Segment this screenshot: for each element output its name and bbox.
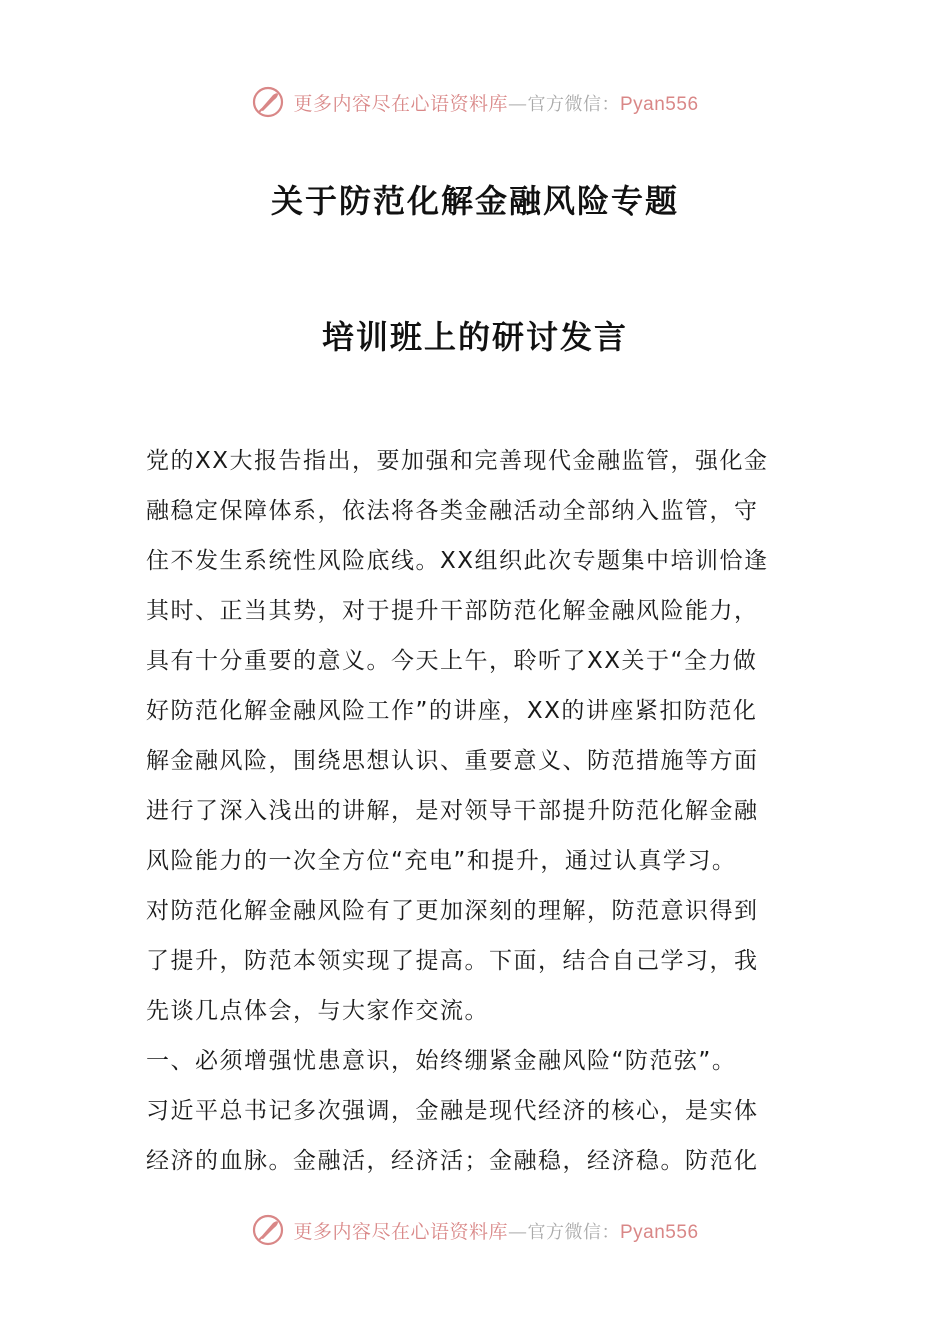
watermark-dash: — xyxy=(508,92,528,115)
body-line: 了提升，防范本领实现了提高。下面，结合自己学习，我 xyxy=(146,948,759,974)
watermark-wechat-label: 官方微信： xyxy=(527,93,620,115)
body-line: 经济的血脉。金融活，经济活；金融稳，经济稳。防范化 xyxy=(146,1148,759,1174)
section-heading: 一、必须增强忧患意识，始终绷紧金融风险“防范弦”。 xyxy=(146,1048,737,1074)
body-line: 好防范化解金融风险工作”的讲座，XX的讲座紧扣防范化 xyxy=(146,698,758,724)
document-body xyxy=(146,436,810,1186)
quill-pen-icon xyxy=(251,85,285,119)
body-line: 进行了深入浅出的讲解，是对领导干部提升防范化解金融 xyxy=(146,798,759,824)
body-line: 对防范化解金融风险有了更加深刻的理解，防范意识得到 xyxy=(146,898,759,924)
watermark-wechat-id: Pyan556 xyxy=(620,1221,699,1243)
body-line: 具有十分重要的意义。今天上午，聆听了XX关于“全力做 xyxy=(146,648,758,674)
quill-pen-icon xyxy=(251,1213,285,1247)
body-line: 其时、正当其势，对于提升干部防范化解金融风险能力， xyxy=(146,598,759,624)
watermark-wechat-id: Pyan556 xyxy=(620,93,699,115)
watermark-brand: 更多内容尽在心语资料库 xyxy=(293,1220,508,1243)
body-line: 先谈几点体会，与大家作交流。 xyxy=(146,998,489,1024)
watermark-brand: 更多内容尽在心语资料库 xyxy=(293,92,508,115)
watermark-header xyxy=(0,82,950,122)
body-line: 融稳定保障体系，依法将各类金融活动全部纳入监管，守 xyxy=(146,498,759,524)
watermark-text xyxy=(293,1217,698,1244)
watermark-wechat-label: 官方微信： xyxy=(527,1221,620,1243)
body-line: 党的XX大报告指出，要加强和完善现代金融监管，强化金 xyxy=(146,448,769,474)
body-line: 风险能力的一次全方位“充电”和提升，通过认真学习。 xyxy=(146,848,737,874)
watermark-text xyxy=(293,89,698,116)
document-title-line-2: 培训班上的研讨发言 xyxy=(321,318,628,356)
watermark-footer xyxy=(0,1210,950,1250)
body-line: 住不发生系统性风险底线。XX组织此次专题集中培训恰逢 xyxy=(146,548,769,574)
watermark-dash: — xyxy=(508,1220,528,1243)
document-title-line-1: 关于防范化解金融风险专题 xyxy=(270,182,679,220)
body-line: 习近平总书记多次强调，金融是现代经济的核心，是实体 xyxy=(146,1098,759,1124)
body-line: 解金融风险，围绕思想认识、重要意义、防范措施等方面 xyxy=(146,748,759,774)
